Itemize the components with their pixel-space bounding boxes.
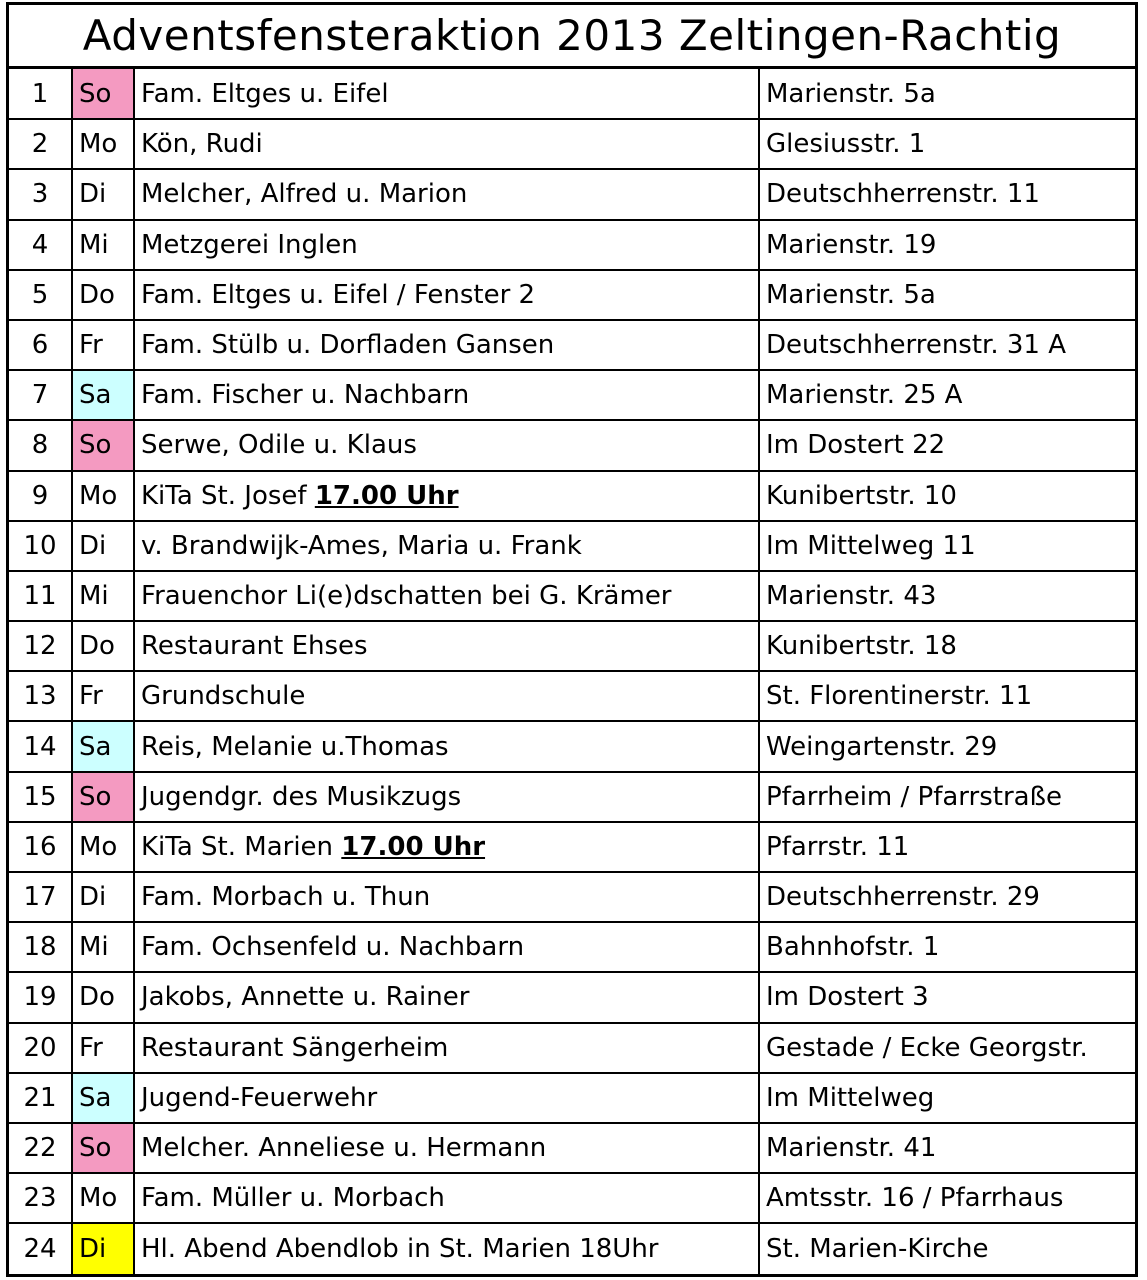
day-number: 1: [9, 69, 72, 119]
host-name: [134, 220, 759, 270]
host-name: [134, 872, 759, 922]
address: Im Mittelweg 11: [759, 521, 1135, 571]
day-number: 17: [9, 872, 72, 922]
host-name-text: Fam. Eltges u. Eifel: [141, 78, 389, 109]
address: Kunibertstr. 10: [759, 471, 1135, 521]
table-row: [9, 370, 1135, 420]
host-name: [134, 972, 759, 1022]
day-number: 24: [9, 1223, 72, 1273]
table-row: [9, 521, 1135, 571]
host-name: [134, 772, 759, 822]
host-name-text: Fam. Ochsenfeld u. Nachbarn: [141, 932, 525, 963]
host-name: [134, 721, 759, 771]
table-row: [9, 671, 1135, 721]
host-name-text: v. Brandwijk-Ames, Maria u. Frank: [141, 530, 582, 561]
table-row: [9, 420, 1135, 470]
table-row: [9, 772, 1135, 822]
host-name-text: Reis, Melanie u.Thomas: [141, 731, 449, 762]
address: Pfarrheim / Pfarrstraße: [759, 772, 1135, 822]
day-number: 10: [9, 521, 72, 571]
day-number: 14: [9, 721, 72, 771]
host-name-text: Kön, Rudi: [141, 129, 263, 160]
host-name: [134, 370, 759, 420]
weekday: Mo: [72, 1173, 134, 1223]
day-number: 2: [9, 119, 72, 169]
host-name: [134, 671, 759, 721]
weekday: Di: [72, 169, 134, 219]
host-name: [134, 420, 759, 470]
host-name: [134, 1023, 759, 1073]
host-name-text: Jugend-Feuerwehr: [141, 1082, 378, 1113]
host-name-text: Fam. Eltges u. Eifel / Fenster 2: [141, 279, 536, 310]
day-number: 9: [9, 471, 72, 521]
host-name-text: Metzgerei Inglen: [141, 229, 358, 260]
weekday: Di: [72, 1223, 134, 1273]
table-row: [9, 621, 1135, 671]
address: Glesiusstr. 1: [759, 119, 1135, 169]
weekday: Fr: [72, 671, 134, 721]
weekday: So: [72, 772, 134, 822]
schedule-table: [9, 69, 1135, 1274]
host-name-text: Restaurant Sängerheim: [141, 1032, 449, 1063]
address: Marienstr. 43: [759, 571, 1135, 621]
day-number: 7: [9, 370, 72, 420]
address: St. Florentinerstr. 11: [759, 671, 1135, 721]
day-number: 4: [9, 220, 72, 270]
host-name: [134, 119, 759, 169]
address: Marienstr. 25 A: [759, 370, 1135, 420]
address: Pfarrstr. 11: [759, 822, 1135, 872]
address: Deutschherrenstr. 11: [759, 169, 1135, 219]
address: Im Dostert 22: [759, 420, 1135, 470]
day-number: 13: [9, 671, 72, 721]
table-row: [9, 1073, 1135, 1123]
address: Kunibertstr. 18: [759, 621, 1135, 671]
day-number: 11: [9, 571, 72, 621]
host-name: [134, 822, 759, 872]
table-row: [9, 119, 1135, 169]
host-name: [134, 1073, 759, 1123]
weekday: Mo: [72, 119, 134, 169]
table-row: [9, 169, 1135, 219]
host-name: [134, 1173, 759, 1223]
weekday: Mi: [72, 220, 134, 270]
weekday: Fr: [72, 1023, 134, 1073]
day-number: 15: [9, 772, 72, 822]
event-time: 17.00 Uhr: [341, 831, 486, 862]
host-name-text: Restaurant Ehses: [141, 631, 368, 662]
host-name-text: Fam. Müller u. Morbach: [141, 1183, 445, 1214]
day-number: 6: [9, 320, 72, 370]
host-name-text: Fam. Morbach u. Thun: [141, 882, 431, 913]
table-row: [9, 1223, 1135, 1273]
host-name: [134, 69, 759, 119]
table-row: [9, 922, 1135, 972]
day-number: 22: [9, 1123, 72, 1173]
table-row: [9, 872, 1135, 922]
day-number: 18: [9, 922, 72, 972]
event-time: 17.00 Uhr: [314, 480, 459, 511]
host-name-text: Melcher, Alfred u. Marion: [141, 179, 468, 210]
weekday: Fr: [72, 320, 134, 370]
weekday: Di: [72, 872, 134, 922]
host-name-text: Grundschule: [141, 681, 306, 712]
address: Bahnhofstr. 1: [759, 922, 1135, 972]
day-number: 19: [9, 972, 72, 1022]
host-name: [134, 571, 759, 621]
address: Gestade / Ecke Georgstr.: [759, 1023, 1135, 1073]
address: Weingartenstr. 29: [759, 721, 1135, 771]
weekday: Do: [72, 972, 134, 1022]
host-name-text: Fam. Stülb u. Dorfladen Gansen: [141, 330, 555, 361]
address: Deutschherrenstr. 29: [759, 872, 1135, 922]
host-name-text: Frauenchor Li(e)dschatten bei G. Krämer: [141, 580, 672, 611]
day-number: 8: [9, 420, 72, 470]
table-row: [9, 1173, 1135, 1223]
table-row: [9, 69, 1135, 119]
host-name-text: Jugendgr. des Musikzugs: [141, 781, 462, 812]
weekday: Do: [72, 621, 134, 671]
day-number: 5: [9, 270, 72, 320]
host-name-text: Jakobs, Annette u. Rainer: [141, 982, 470, 1013]
host-name: [134, 521, 759, 571]
host-name: [134, 1123, 759, 1173]
host-name-text: Hl. Abend Abendlob in St. Marien 18Uhr: [141, 1233, 659, 1264]
table-row: [9, 721, 1135, 771]
host-name-text: KiTa St. Marien: [141, 831, 342, 862]
address: Amtsstr. 16 / Pfarrhaus: [759, 1173, 1135, 1223]
weekday: Mo: [72, 471, 134, 521]
weekday: Mi: [72, 922, 134, 972]
address: Deutschherrenstr. 31 A: [759, 320, 1135, 370]
weekday: Sa: [72, 1073, 134, 1123]
weekday: Do: [72, 270, 134, 320]
table-row: [9, 220, 1135, 270]
day-number: 23: [9, 1173, 72, 1223]
weekday: Mo: [72, 822, 134, 872]
weekday: Sa: [72, 721, 134, 771]
table-row: [9, 471, 1135, 521]
host-name: [134, 169, 759, 219]
table-row: [9, 972, 1135, 1022]
weekday: Mi: [72, 571, 134, 621]
address: Marienstr. 41: [759, 1123, 1135, 1173]
address: Marienstr. 5a: [759, 270, 1135, 320]
host-name-text: Melcher. Anneliese u. Hermann: [141, 1133, 547, 1164]
advent-calendar-sheet: [6, 2, 1138, 1277]
table-row: [9, 270, 1135, 320]
page-title: Adventsfensteraktion 2013 Zeltingen-Rachtig: [9, 5, 1135, 69]
host-name: [134, 1223, 759, 1273]
weekday: Di: [72, 521, 134, 571]
host-name: [134, 320, 759, 370]
day-number: 20: [9, 1023, 72, 1073]
weekday: So: [72, 69, 134, 119]
day-number: 3: [9, 169, 72, 219]
table-row: [9, 1123, 1135, 1173]
weekday: So: [72, 420, 134, 470]
host-name: [134, 471, 759, 521]
host-name-text: Serwe, Odile u. Klaus: [141, 430, 417, 461]
host-name: [134, 270, 759, 320]
address: Im Dostert 3: [759, 972, 1135, 1022]
address: Im Mittelweg: [759, 1073, 1135, 1123]
host-name: [134, 922, 759, 972]
day-number: 12: [9, 621, 72, 671]
host-name-text: KiTa St. Josef: [141, 480, 315, 511]
address: Marienstr. 19: [759, 220, 1135, 270]
address: Marienstr. 5a: [759, 69, 1135, 119]
table-row: [9, 822, 1135, 872]
host-name-text: Fam. Fischer u. Nachbarn: [141, 380, 470, 411]
day-number: 21: [9, 1073, 72, 1123]
weekday: So: [72, 1123, 134, 1173]
weekday: Sa: [72, 370, 134, 420]
host-name: [134, 621, 759, 671]
day-number: 16: [9, 822, 72, 872]
address: St. Marien-Kirche: [759, 1223, 1135, 1273]
table-row: [9, 571, 1135, 621]
table-row: [9, 1023, 1135, 1073]
table-row: [9, 320, 1135, 370]
